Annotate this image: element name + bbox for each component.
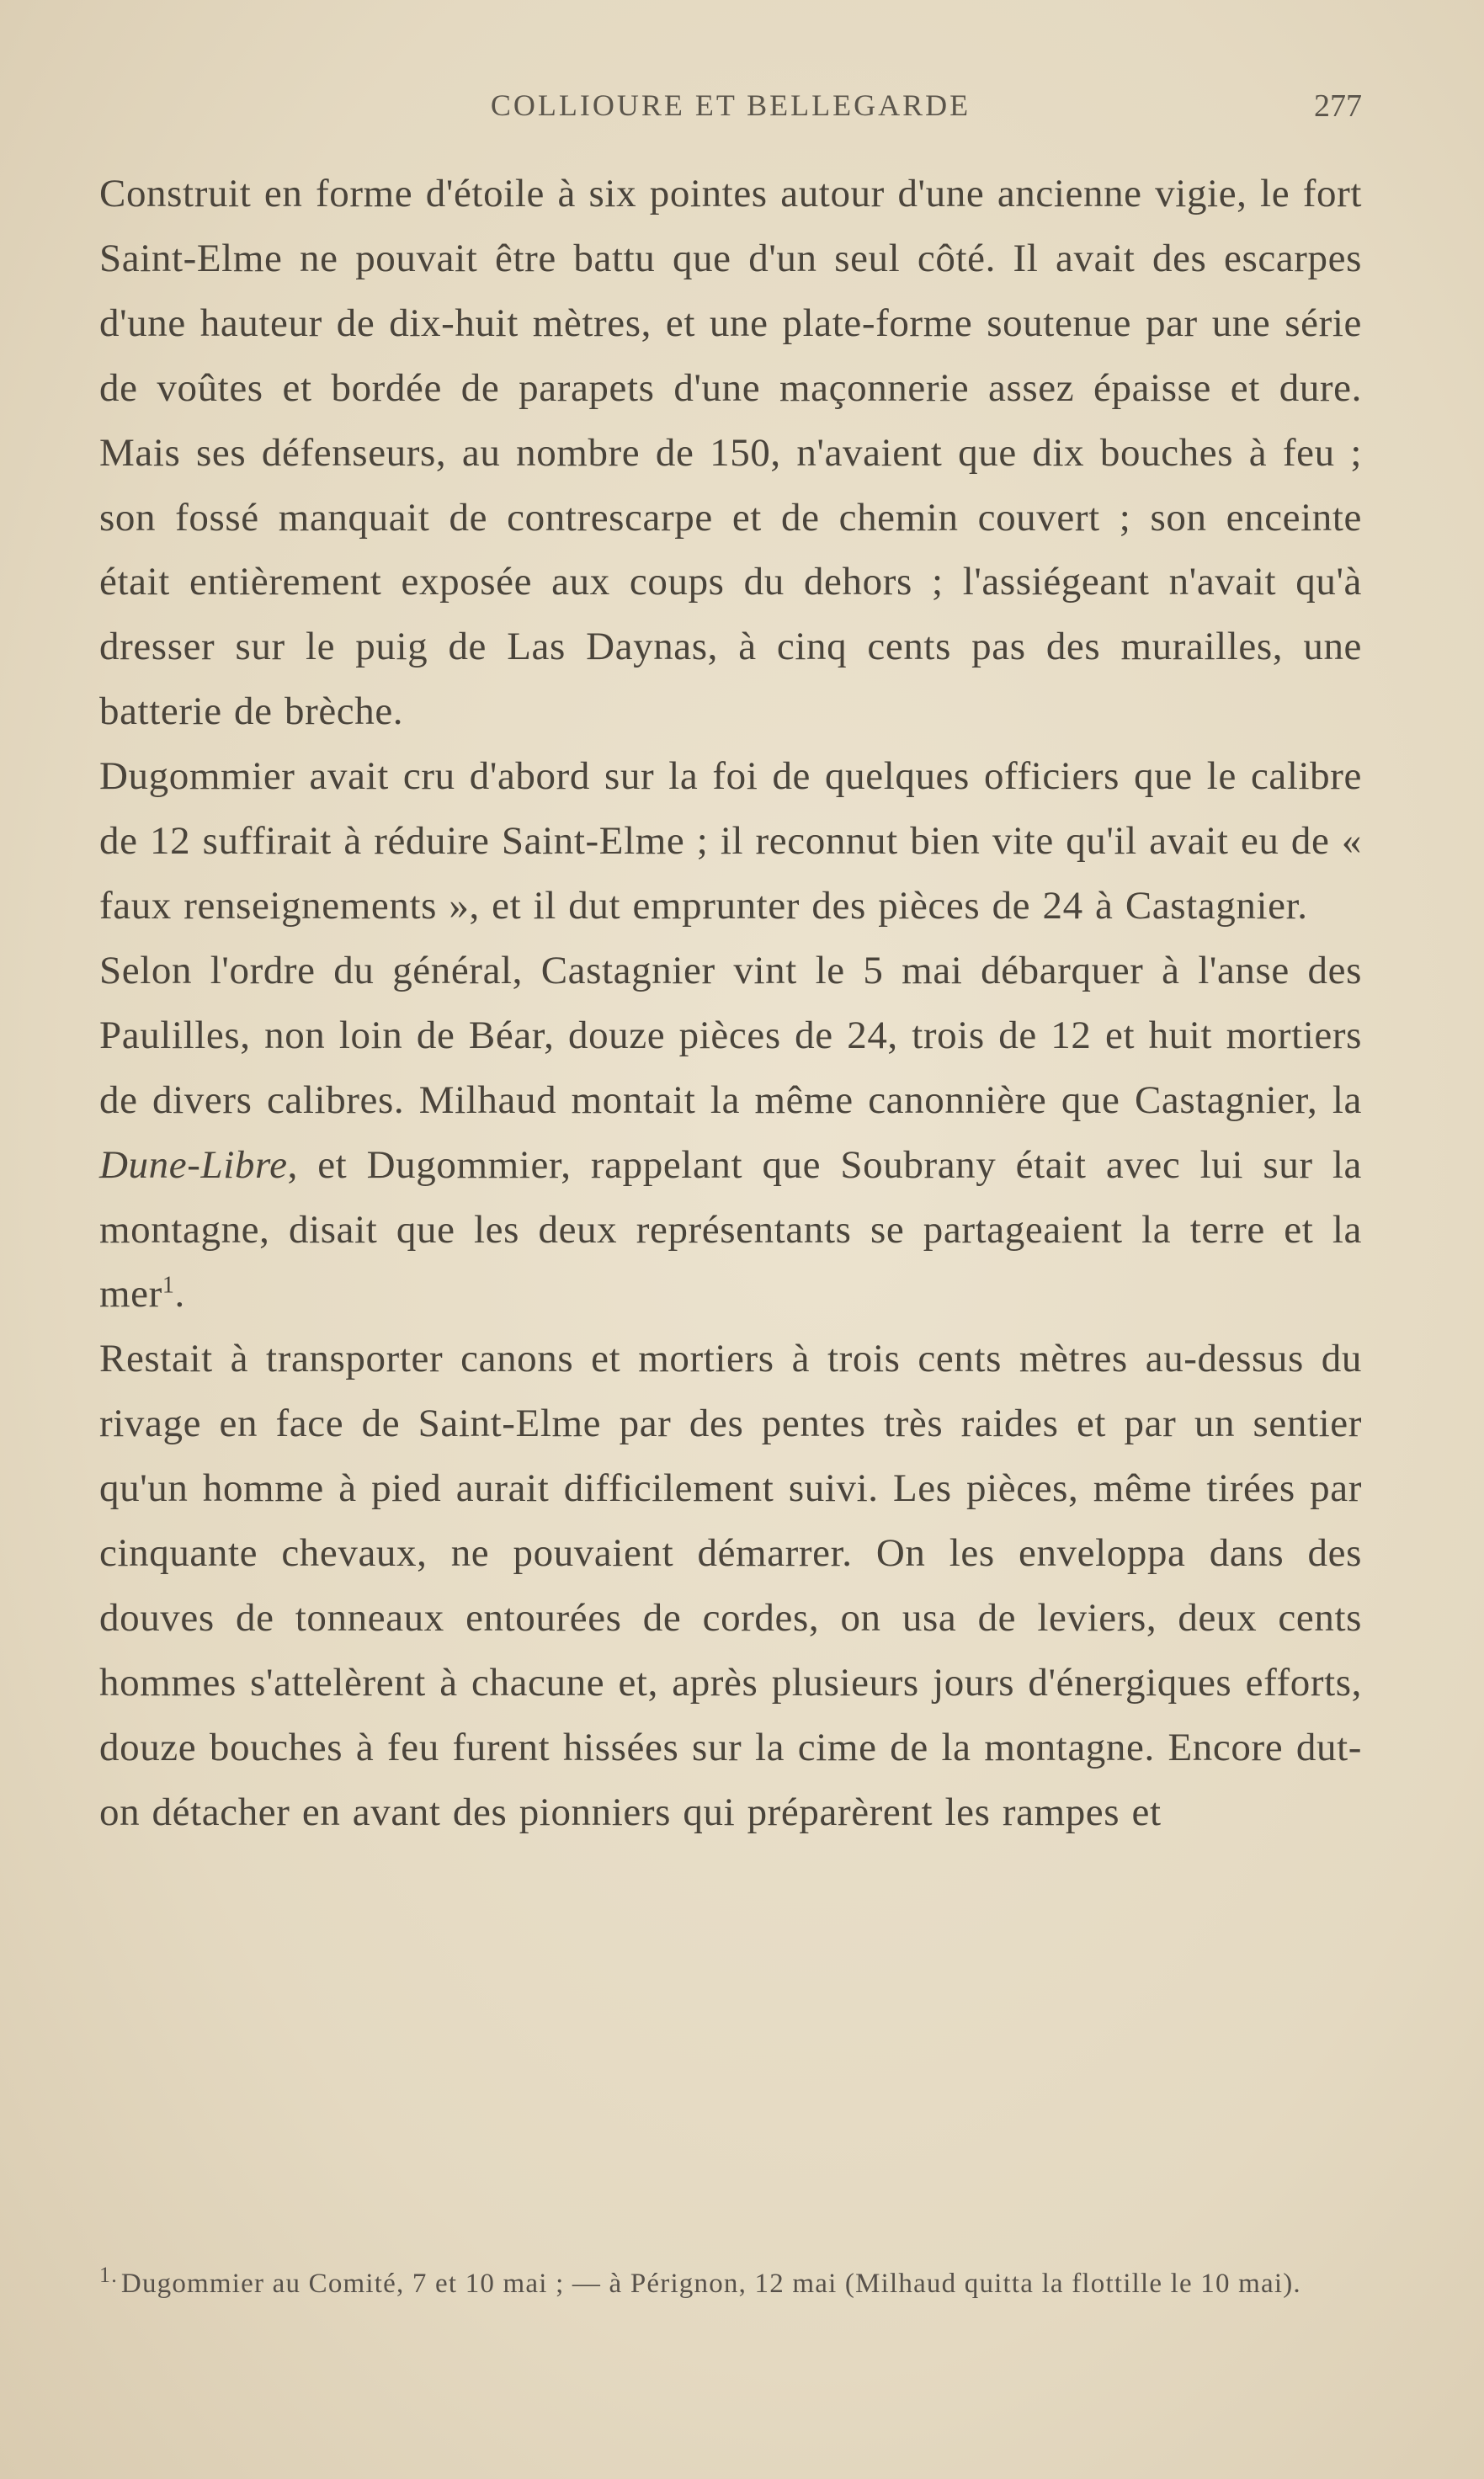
paragraph-2 bbox=[99, 744, 1362, 939]
body-text bbox=[99, 162, 1362, 1845]
paragraph-3 bbox=[99, 939, 1362, 1327]
paragraph-3-text-end: . bbox=[174, 1272, 185, 1317]
paragraph-4 bbox=[99, 1327, 1362, 1844]
footnotes bbox=[99, 2263, 1362, 2302]
paragraph-1 bbox=[99, 162, 1362, 744]
footnote-1 bbox=[99, 2263, 1362, 2302]
running-head: COLLIOURE ET BELLEGARDE bbox=[490, 88, 971, 122]
paragraph-3-text-after: , et Dugommier, rappelant que Soubrany était avec lui sur la montagne, disait que les deux représentants se partageaient la terre et la mer bbox=[99, 1142, 1362, 1317]
footnote-text: Dugommier au Comité, 7 et 10 mai ; — à Pérignon, 12 mai (Milhaud quitta la flottille le 10 mai). bbox=[120, 2269, 1301, 2299]
paragraph-2-text: Dugommier avait cru d'abord sur la foi de quelques officiers que le calibre de 12 suffirait à réduire Saint-Elme ; il reconnut bien vite qu'il avait eu de « faux renseignements », et il dut emprunter des pièces de 24 à Castagnier. bbox=[99, 754, 1362, 928]
page-number: 277 bbox=[1314, 88, 1362, 124]
footnote-reference: 1 bbox=[162, 1272, 175, 1299]
paragraph-3-text-before: Selon l'ordre du général, Castagnier vint le 5 mai débarquer à l'anse des Paulilles, non loin de Béar, douze pièces de 24, trois de 12 et huit mortiers de divers calibres. Milhaud montait la même canonnière que Castagnier, la bbox=[99, 948, 1362, 1122]
paragraph-1-text: Construit en forme d'étoile à six pointes autour d'une ancienne vigie, le fort Saint-Elme ne pouvait être battu que d'un seul côté. Il avait des escarpes d'une hauteur de dix-huit mètres, et une plate-forme soutenue par une série de voûtes et bordée de parapets d'une maçonnerie assez épaisse et dure. Mais ses défenseurs, au nombre de 150, n'avaient que dix bouches à feu ; son fossé manquait de contrescarpe et de chemin couvert ; son enceinte était entièrement exposée aux coups du dehors ; l'assiégeant n'avait qu'à dresser sur le puig de Las Daynas, à cinq cents pas des murailles, une batterie de brèche. bbox=[99, 172, 1362, 734]
footnote-mark: 1. bbox=[99, 2263, 118, 2287]
ship-name: Dune-Libre bbox=[99, 1142, 288, 1187]
page-header bbox=[99, 88, 1362, 130]
paragraph-4-text: Restait à transporter canons et mortiers à trois cents mètres au-dessus du rivage en face de Saint-Elme par des pentes très raides et par un sentier qu'un homme à pied aurait difficilement suivi. Les pièces, même tirées par cinquante chevaux, ne pouvaient démarrer. On les enveloppa dans des douves de tonneaux entourées de cordes, on usa de leviers, deux cents hommes s'attelèrent à chacune et, après plusieurs jours d'énergiques efforts, douze bouches à feu furent hissées sur la cime de la montagne. Encore dut-on détacher en avant des pionniers qui préparèrent les rampes et bbox=[99, 1337, 1362, 1834]
